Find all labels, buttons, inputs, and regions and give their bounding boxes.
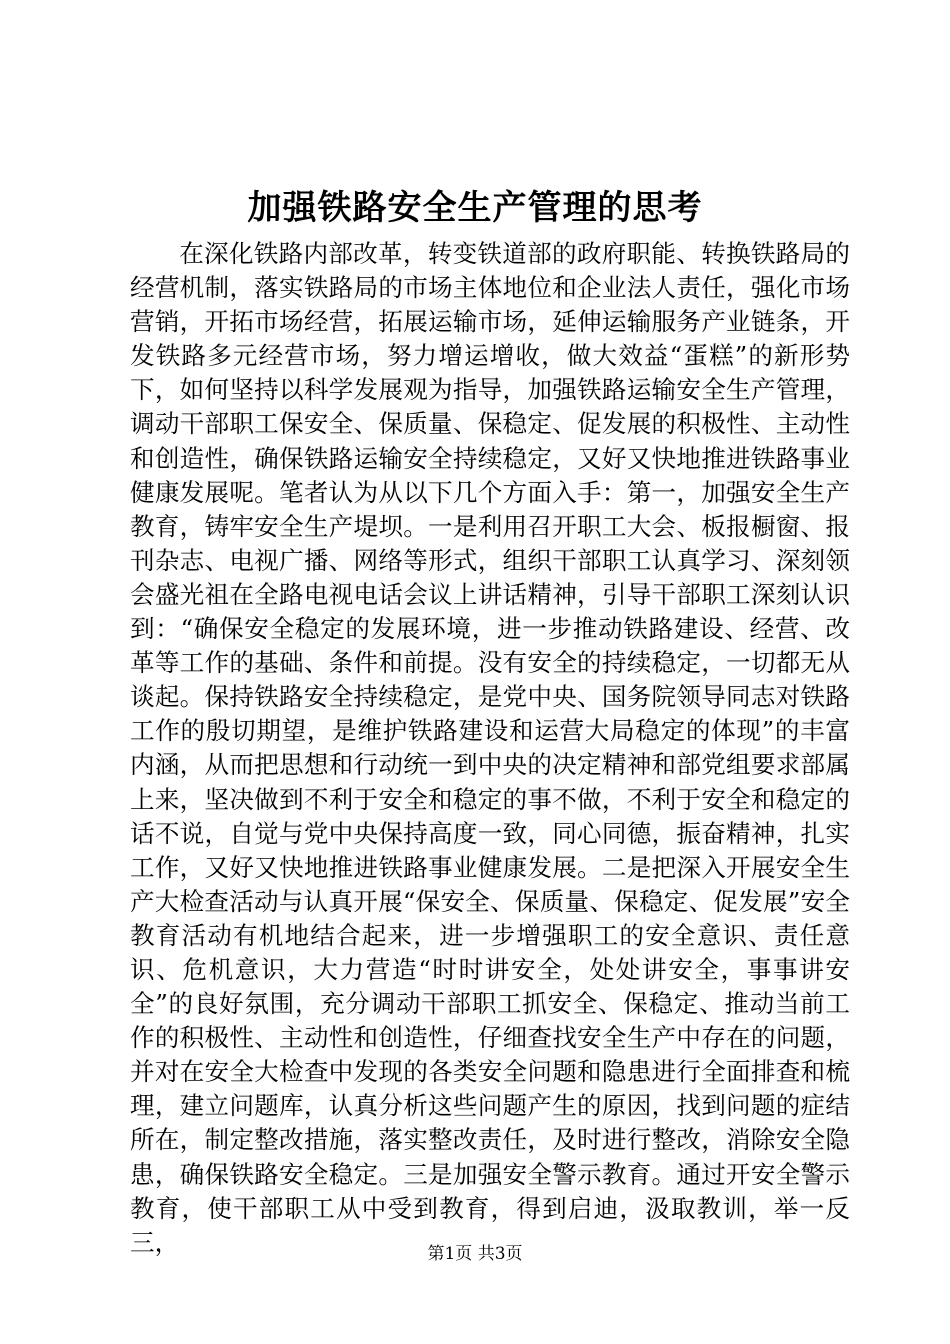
document-body-paragraph: 在深化铁路内部改革，转变铁道部的政府职能、转换铁路局的经营机制，落实铁路局的市场主体地位和企业法人责任，强化市场营销，开拓市场经营，拓展运输市场，延伸运输服务产业链条，开发铁路多元经营市场，努力增运增收，做大效益“蛋糕”的新形势下，如何坚持以科学发展观为指导，加强铁路运输安全生产管理，调动干部职工保安全、保质量、保稳定、促发展的积极性、主动性和创造性，确保铁路运输安全持续稳定，又好又快地推进铁路事业健康发展呢。笔者认为从以下几个方面入手：第一，加强安全生产教育，铸牢安全生产堤坝。一是利用召开职工大会、板报橱窗、报刊杂志、电视广播、网络等形式，组织干部职工认真学习、深刻领会盛光祖在全路电视电话会议上讲话精神，引导干部职工深刻认识到：“确保安全稳定的发展环境，进一步推动铁路建设、经营、改革等工作的基础、条件和前提。没有安全的持续稳定，一切都无从谈起。保持铁路安全持续稳定，是党中央、国务院领导同志对铁路工作的殷切期望，是维护铁路建设和运营大局稳定的体现”的丰富内涵，从而把思想和行动统一到中央的决定精神和部党组要求部属上来，坚决做到不利于安全和稳定的事不做，不利于安全和稳定的话不说，自觉与党中央保持高度一致，同心同德，振奋精神，扎实工作，又好又快地推进铁路事业健康发展。二是把深入开展安全生产大检查活动与认真开展“保安全、保质量、保稳定、促发展”安全教育活动有机地结合起来，进一步增强职工的安全意识、责任意识、危机意识，大力营造“时时讲安全，处处讲安全，事事讲安全”的良好氛围，充分调动干部职工抓安全、保稳定、推动当前工作的积极性、主动性和创造性，仔细查找安全生产中存在的问题，并对在安全大检查中发现的各类安全问题和隐患进行全面排查和梳理，建立问题库，认真分析这些问题产生的原因，找到问题的症结所在，制定整改措施，落实整改责任，及时进行整改，消除安全隐患，确保铁路安全稳定。三是加强安全警示教育。通过开安全警示教育，使干部职工从中受到教育，得到启迪，汲取教训，举一反三， — [130, 239, 850, 1257]
document-title: 加强铁路安全生产管理的思考 — [247, 188, 703, 228]
page-number-footer: 第1页 共3页 — [427, 1244, 523, 1264]
